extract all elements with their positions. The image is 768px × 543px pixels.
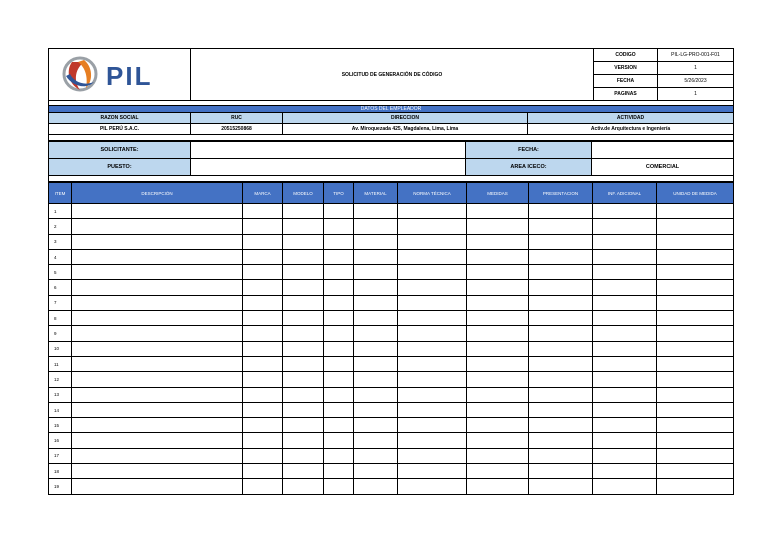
item-cell[interactable] xyxy=(467,295,529,310)
item-cell[interactable] xyxy=(243,448,283,463)
item-cell[interactable] xyxy=(398,265,467,280)
ruc-value: 20515250868 xyxy=(191,124,283,135)
item-cell[interactable] xyxy=(398,448,467,463)
item-cell[interactable] xyxy=(593,372,657,387)
items-header-row xyxy=(49,183,734,204)
item-cell[interactable] xyxy=(324,433,354,448)
item-cell[interactable] xyxy=(354,387,398,402)
table-row xyxy=(49,464,734,479)
item-cell[interactable] xyxy=(398,418,467,433)
item-cell[interactable] xyxy=(529,280,593,295)
item-cell[interactable] xyxy=(324,387,354,402)
item-cell[interactable] xyxy=(354,219,398,234)
item-cell[interactable] xyxy=(283,356,324,371)
puesto-label: PUESTO: xyxy=(49,159,191,176)
item-cell[interactable] xyxy=(324,295,354,310)
item-cell[interactable] xyxy=(243,234,283,249)
item-cell[interactable] xyxy=(398,234,467,249)
item-cell[interactable] xyxy=(467,280,529,295)
form-header xyxy=(48,48,734,105)
col-norma-tecnica: NORMA TÉCNICA xyxy=(398,183,467,204)
item-cell[interactable] xyxy=(593,219,657,234)
item-cell[interactable] xyxy=(72,326,243,341)
employer-section-title: DATOS DEL EMPLEADOR xyxy=(49,106,734,113)
col-descripcion: DESCRIPCIÓN xyxy=(72,183,243,204)
item-cell[interactable] xyxy=(467,418,529,433)
item-cell[interactable] xyxy=(283,265,324,280)
col-marca: MARCA xyxy=(243,183,283,204)
item-number: 13 xyxy=(49,387,72,402)
item-cell[interactable] xyxy=(593,356,657,371)
meta-label-version: VERSION xyxy=(594,62,658,75)
item-number: 11 xyxy=(49,356,72,371)
area-field[interactable]: COMERCIAL xyxy=(592,159,734,176)
item-cell[interactable] xyxy=(657,280,734,295)
fecha-label: FECHA: xyxy=(466,142,592,159)
table-row xyxy=(49,479,734,494)
item-cell[interactable] xyxy=(283,448,324,463)
item-cell[interactable] xyxy=(467,479,529,494)
item-number: 12 xyxy=(49,372,72,387)
item-cell[interactable] xyxy=(398,204,467,219)
item-cell[interactable] xyxy=(529,295,593,310)
item-cell[interactable] xyxy=(72,479,243,494)
item-number: 6 xyxy=(49,280,72,295)
table-row xyxy=(49,219,734,234)
item-cell[interactable] xyxy=(467,265,529,280)
item-cell[interactable] xyxy=(467,448,529,463)
table-row xyxy=(49,311,734,326)
item-cell[interactable] xyxy=(529,204,593,219)
item-cell[interactable] xyxy=(657,204,734,219)
item-cell[interactable] xyxy=(324,234,354,249)
item-cell[interactable] xyxy=(72,402,243,417)
item-number: 5 xyxy=(49,265,72,280)
item-cell[interactable] xyxy=(529,265,593,280)
item-cell[interactable] xyxy=(593,280,657,295)
item-number: 4 xyxy=(49,249,72,264)
item-cell[interactable] xyxy=(324,418,354,433)
item-cell[interactable] xyxy=(354,402,398,417)
item-cell[interactable] xyxy=(657,311,734,326)
item-cell[interactable] xyxy=(72,448,243,463)
item-cell[interactable] xyxy=(72,418,243,433)
item-cell[interactable] xyxy=(354,295,398,310)
item-cell[interactable] xyxy=(467,219,529,234)
col-medidas: MEDIDAS xyxy=(467,183,529,204)
item-cell[interactable] xyxy=(72,219,243,234)
solicitante-label: SOLICITANTE: xyxy=(49,142,191,159)
razon-social-label: RAZON SOCIAL xyxy=(49,113,191,124)
actividad-label: ACTIVIDAD xyxy=(528,113,734,124)
item-cell[interactable] xyxy=(398,372,467,387)
item-cell[interactable] xyxy=(324,356,354,371)
item-number: 18 xyxy=(49,464,72,479)
table-row xyxy=(49,326,734,341)
item-cell[interactable] xyxy=(283,234,324,249)
item-cell[interactable] xyxy=(283,204,324,219)
item-cell[interactable] xyxy=(354,356,398,371)
col-unidad-medida: UNIDAD DE MEDIDA xyxy=(657,183,734,204)
item-cell[interactable] xyxy=(354,234,398,249)
item-cell[interactable] xyxy=(593,204,657,219)
item-cell[interactable] xyxy=(324,372,354,387)
table-row xyxy=(49,295,734,310)
item-cell[interactable] xyxy=(657,448,734,463)
col-item: ITEM xyxy=(49,183,72,204)
item-cell[interactable] xyxy=(467,433,529,448)
table-row xyxy=(49,448,734,463)
item-cell[interactable] xyxy=(529,479,593,494)
item-cell[interactable] xyxy=(283,341,324,356)
meta-label-codigo: CODIGO xyxy=(594,49,658,62)
table-row xyxy=(49,418,734,433)
item-cell[interactable] xyxy=(593,418,657,433)
item-cell[interactable] xyxy=(283,402,324,417)
item-cell[interactable] xyxy=(283,326,324,341)
svg-text:PIL: PIL xyxy=(105,60,152,91)
item-number: 15 xyxy=(49,418,72,433)
item-cell[interactable] xyxy=(467,341,529,356)
item-cell[interactable] xyxy=(354,448,398,463)
item-cell[interactable] xyxy=(72,464,243,479)
item-cell[interactable] xyxy=(467,402,529,417)
item-cell[interactable] xyxy=(72,280,243,295)
item-cell[interactable] xyxy=(354,326,398,341)
item-number: 10 xyxy=(49,341,72,356)
table-row xyxy=(49,433,734,448)
table-row xyxy=(49,280,734,295)
item-cell[interactable] xyxy=(657,479,734,494)
items-table xyxy=(48,182,734,495)
item-cell[interactable] xyxy=(467,234,529,249)
item-cell[interactable] xyxy=(243,356,283,371)
item-cell[interactable] xyxy=(398,387,467,402)
item-cell[interactable] xyxy=(467,356,529,371)
item-cell[interactable] xyxy=(529,249,593,264)
item-cell[interactable] xyxy=(324,280,354,295)
item-cell[interactable] xyxy=(354,249,398,264)
col-modelo: MODELO xyxy=(283,183,324,204)
item-cell[interactable] xyxy=(354,265,398,280)
item-cell[interactable] xyxy=(354,433,398,448)
item-cell[interactable] xyxy=(72,433,243,448)
item-cell[interactable] xyxy=(593,402,657,417)
item-cell[interactable] xyxy=(324,219,354,234)
item-cell[interactable] xyxy=(72,234,243,249)
item-cell[interactable] xyxy=(283,418,324,433)
item-cell[interactable] xyxy=(467,311,529,326)
item-cell[interactable] xyxy=(467,372,529,387)
item-cell[interactable] xyxy=(529,402,593,417)
item-cell[interactable] xyxy=(243,387,283,402)
item-cell[interactable] xyxy=(529,387,593,402)
item-number: 19 xyxy=(49,479,72,494)
ruc-label: RUC xyxy=(191,113,283,124)
item-cell[interactable] xyxy=(324,249,354,264)
item-cell[interactable] xyxy=(243,372,283,387)
item-cell[interactable] xyxy=(324,341,354,356)
item-cell[interactable] xyxy=(657,219,734,234)
table-row xyxy=(49,234,734,249)
table-row xyxy=(49,265,734,280)
item-cell[interactable] xyxy=(529,234,593,249)
item-cell[interactable] xyxy=(324,204,354,219)
item-cell[interactable] xyxy=(283,372,324,387)
item-cell[interactable] xyxy=(324,265,354,280)
request-section xyxy=(48,141,734,182)
item-cell[interactable] xyxy=(243,219,283,234)
item-cell[interactable] xyxy=(529,433,593,448)
item-cell[interactable] xyxy=(398,311,467,326)
meta-label-paginas: PAGINAS xyxy=(594,88,658,101)
item-cell[interactable] xyxy=(243,402,283,417)
table-row xyxy=(49,249,734,264)
item-cell[interactable] xyxy=(72,265,243,280)
item-cell[interactable] xyxy=(72,356,243,371)
item-cell[interactable] xyxy=(72,311,243,326)
item-cell[interactable] xyxy=(354,464,398,479)
item-number: 7 xyxy=(49,295,72,310)
item-cell[interactable] xyxy=(529,372,593,387)
item-number: 3 xyxy=(49,234,72,249)
item-cell[interactable] xyxy=(467,249,529,264)
item-cell[interactable] xyxy=(529,464,593,479)
item-cell[interactable] xyxy=(657,326,734,341)
item-cell[interactable] xyxy=(593,326,657,341)
col-inf-adicional: INF. ADICIONAL xyxy=(593,183,657,204)
item-cell[interactable] xyxy=(398,280,467,295)
item-cell[interactable] xyxy=(354,418,398,433)
item-cell[interactable] xyxy=(72,204,243,219)
item-cell[interactable] xyxy=(529,356,593,371)
item-number: 8 xyxy=(49,311,72,326)
item-cell[interactable] xyxy=(593,479,657,494)
item-cell[interactable] xyxy=(593,265,657,280)
item-cell[interactable] xyxy=(354,311,398,326)
item-cell[interactable] xyxy=(283,311,324,326)
item-cell[interactable] xyxy=(398,341,467,356)
item-cell[interactable] xyxy=(72,249,243,264)
item-cell[interactable] xyxy=(657,295,734,310)
item-cell[interactable] xyxy=(243,418,283,433)
item-cell[interactable] xyxy=(283,433,324,448)
col-tipo: TIPO xyxy=(324,183,354,204)
item-cell[interactable] xyxy=(243,295,283,310)
area-label: AREA ICECO: xyxy=(466,159,592,176)
pil-logo-icon xyxy=(50,51,190,97)
item-cell[interactable] xyxy=(398,402,467,417)
item-number: 9 xyxy=(49,326,72,341)
item-cell[interactable] xyxy=(593,295,657,310)
item-cell[interactable] xyxy=(243,249,283,264)
item-cell[interactable] xyxy=(593,464,657,479)
item-cell[interactable] xyxy=(243,280,283,295)
item-cell[interactable] xyxy=(243,433,283,448)
item-cell[interactable] xyxy=(657,265,734,280)
direccion-value: Av. Miroquezada 425, Magdalena, Lima, Lima xyxy=(283,124,528,135)
item-cell[interactable] xyxy=(657,402,734,417)
item-cell[interactable] xyxy=(398,479,467,494)
item-cell[interactable] xyxy=(529,326,593,341)
item-number: 1 xyxy=(49,204,72,219)
item-cell[interactable] xyxy=(657,249,734,264)
item-cell[interactable] xyxy=(72,341,243,356)
item-cell[interactable] xyxy=(243,464,283,479)
item-cell[interactable] xyxy=(324,311,354,326)
direccion-label: DIRECCION xyxy=(283,113,528,124)
item-cell[interactable] xyxy=(529,219,593,234)
item-cell[interactable] xyxy=(354,479,398,494)
col-material: MATERIAL xyxy=(354,183,398,204)
table-row xyxy=(49,372,734,387)
item-cell[interactable] xyxy=(398,326,467,341)
item-cell[interactable] xyxy=(657,372,734,387)
item-cell[interactable] xyxy=(283,295,324,310)
item-cell[interactable] xyxy=(243,479,283,494)
item-cell[interactable] xyxy=(593,311,657,326)
item-cell[interactable] xyxy=(529,418,593,433)
item-cell[interactable] xyxy=(529,311,593,326)
item-cell[interactable] xyxy=(657,356,734,371)
meta-value-codigo: PIL-LG-PRO-001-F01 xyxy=(658,49,734,62)
item-cell[interactable] xyxy=(283,387,324,402)
item-cell[interactable] xyxy=(593,249,657,264)
item-cell[interactable] xyxy=(72,295,243,310)
fecha-field[interactable] xyxy=(592,142,734,159)
item-cell[interactable] xyxy=(657,464,734,479)
item-cell[interactable] xyxy=(324,479,354,494)
table-row xyxy=(49,341,734,356)
item-cell[interactable] xyxy=(243,265,283,280)
item-number: 14 xyxy=(49,402,72,417)
item-cell[interactable] xyxy=(657,387,734,402)
item-cell[interactable] xyxy=(398,356,467,371)
razon-social-value: PIL PERÚ S.A.C. xyxy=(49,124,191,135)
form-title: SOLICITUD DE GENERACIÓN DE CÓDIGO xyxy=(191,49,594,101)
actividad-value: Activ.de Arquitectura e Ingeniería xyxy=(528,124,734,135)
item-cell[interactable] xyxy=(283,479,324,494)
item-cell[interactable] xyxy=(593,387,657,402)
item-cell[interactable] xyxy=(243,311,283,326)
meta-value-version: 1 xyxy=(658,62,734,75)
company-logo xyxy=(49,49,191,101)
item-cell[interactable] xyxy=(72,372,243,387)
item-cell[interactable] xyxy=(243,326,283,341)
item-cell[interactable] xyxy=(657,418,734,433)
item-cell[interactable] xyxy=(593,448,657,463)
item-cell[interactable] xyxy=(657,234,734,249)
item-cell[interactable] xyxy=(283,219,324,234)
item-cell[interactable] xyxy=(529,341,593,356)
item-cell[interactable] xyxy=(593,341,657,356)
item-cell[interactable] xyxy=(72,387,243,402)
meta-value-fecha: 5/26/2023 xyxy=(658,75,734,88)
item-cell[interactable] xyxy=(324,402,354,417)
item-cell[interactable] xyxy=(398,219,467,234)
item-number: 17 xyxy=(49,448,72,463)
table-row xyxy=(49,387,734,402)
col-presentacion: PRESENTACION xyxy=(529,183,593,204)
item-cell[interactable] xyxy=(354,280,398,295)
item-cell[interactable] xyxy=(593,234,657,249)
item-cell[interactable] xyxy=(324,326,354,341)
table-row xyxy=(49,356,734,371)
form-sheet xyxy=(48,48,733,495)
item-cell[interactable] xyxy=(467,464,529,479)
employer-section xyxy=(48,105,734,141)
item-number: 16 xyxy=(49,433,72,448)
item-cell[interactable] xyxy=(283,249,324,264)
item-number: 2 xyxy=(49,219,72,234)
item-cell[interactable] xyxy=(467,387,529,402)
item-cell[interactable] xyxy=(593,433,657,448)
solicitante-field[interactable] xyxy=(191,142,466,159)
item-cell[interactable] xyxy=(657,433,734,448)
item-cell[interactable] xyxy=(324,448,354,463)
item-cell[interactable] xyxy=(398,464,467,479)
table-row xyxy=(49,402,734,417)
item-cell[interactable] xyxy=(398,433,467,448)
item-cell[interactable] xyxy=(243,204,283,219)
meta-label-fecha: FECHA xyxy=(594,75,658,88)
item-cell[interactable] xyxy=(283,280,324,295)
item-cell[interactable] xyxy=(354,204,398,219)
item-cell[interactable] xyxy=(283,464,324,479)
item-cell[interactable] xyxy=(657,341,734,356)
puesto-field[interactable] xyxy=(191,159,466,176)
item-cell[interactable] xyxy=(243,341,283,356)
item-cell[interactable] xyxy=(398,295,467,310)
meta-value-paginas: 1 xyxy=(658,88,734,101)
item-cell[interactable] xyxy=(398,249,467,264)
item-cell[interactable] xyxy=(324,464,354,479)
item-cell[interactable] xyxy=(467,326,529,341)
item-cell[interactable] xyxy=(354,372,398,387)
item-cell[interactable] xyxy=(529,448,593,463)
table-row xyxy=(49,204,734,219)
item-cell[interactable] xyxy=(354,341,398,356)
item-cell[interactable] xyxy=(467,204,529,219)
